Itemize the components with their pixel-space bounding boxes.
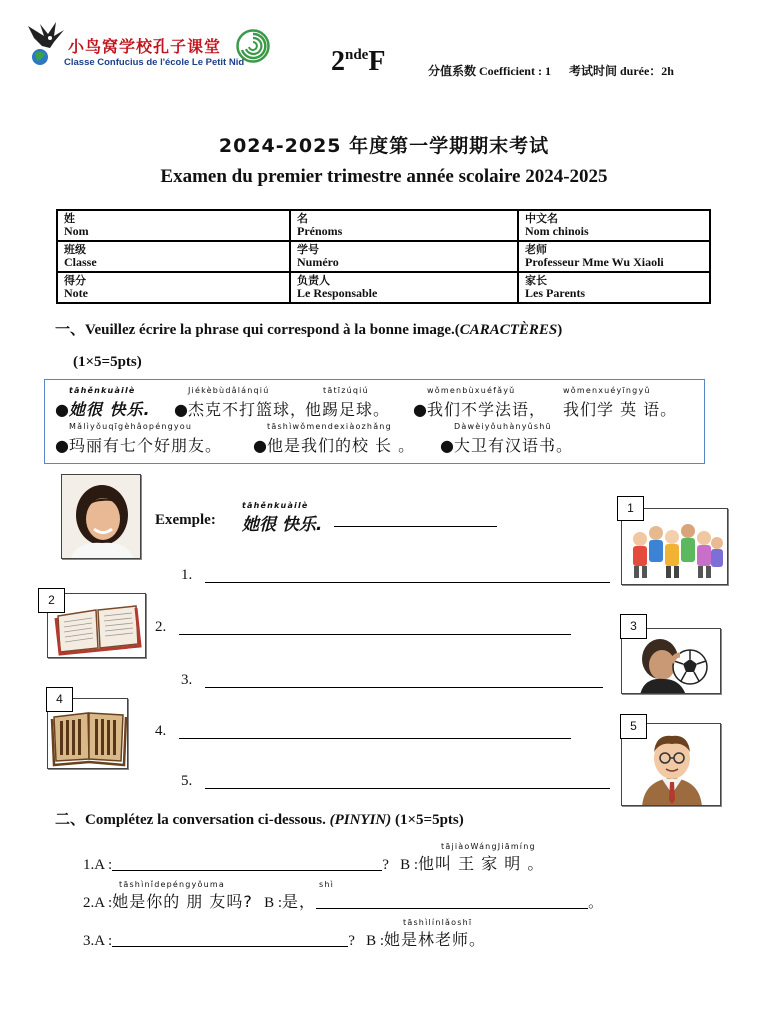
image-number-1: 1 (617, 496, 644, 521)
table-cell-professeur: 老师 Professeur Mme Wu Xiaoli (518, 241, 710, 272)
answer-blank-1[interactable] (112, 857, 382, 871)
question-number: 3. (181, 672, 193, 688)
sentence-bank-item: ● tāhěnkuàilè 她很 快乐. (55, 386, 151, 419)
example-pinyin: tāhěnkuàilè (242, 501, 309, 510)
table-cell-nom[interactable]: 姓 Nom (57, 210, 290, 241)
sentence-bank-item: ● tāshìwǒmendexiàozhǎng 他是我们的校 长 。 (253, 422, 416, 455)
image-number-5: 5 (620, 714, 647, 739)
answer-line-5[interactable] (205, 788, 610, 789)
exam-title-french: Examen du premier trimestre année scolaire 2024-2025 (160, 166, 608, 187)
section1-title: 一、Veuillez écrire la phrase qui correspond à la bonne image.(CARACTÈRES) (55, 320, 563, 338)
example-image-happy-woman (61, 474, 141, 559)
duration-label: 考试时间 durée：2h (568, 64, 674, 78)
answer-blank-3[interactable] (112, 933, 348, 947)
question-number: 1. (181, 567, 193, 583)
smiling-woman-icon (62, 475, 141, 559)
question-number: 4. (155, 723, 167, 739)
conversation-pinyin: tāshìnǐdepéngyǒuma (119, 880, 225, 889)
table-cell-numero[interactable]: 学号 Numéro (290, 241, 518, 272)
question-number: 5. (181, 773, 193, 789)
sentence-bank-item: ● wǒmenbùxuéfǎyǔ 我们不学法语， (413, 386, 546, 419)
table-cell-nom-chinois[interactable]: 中文名 Nom chinois (518, 210, 710, 241)
confucius-institute-logo-icon (236, 29, 270, 63)
question-number: 2. (155, 619, 167, 635)
table-row (57, 210, 710, 241)
table-row (57, 272, 710, 303)
sentence-bank-item: wǒmenxuéyīngyǔ 我们学 英 语。 (563, 386, 678, 419)
section1-points: (1×5=5pts) (73, 354, 142, 370)
conversation-pinyin: tāshìlínlǎoshī (403, 918, 473, 927)
section2-title: 二、Complétez la conversation ci-dessous. (PINYIN) (1×5=5pts) (55, 810, 464, 828)
class-grade: 2ndeF (331, 46, 386, 77)
answer-line-2[interactable] (179, 634, 571, 635)
image-number-4: 4 (46, 687, 73, 712)
sentence-bank-item: ● Mǎlìyǒuqīgèhǎopéngyou 玛丽有七个好朋友。 (55, 422, 222, 455)
sentence-bank-item: ● Dàwèiyǒuhànyǔshū 大卫有汉语书。 (440, 422, 573, 455)
eagle-logo-icon (26, 20, 66, 66)
sentence-bank-item: tātīzúqiú 他踢足球。 (305, 386, 391, 419)
example-underline (334, 526, 497, 527)
image-number-2: 2 (38, 588, 65, 613)
table-cell-note[interactable]: 得分 Note (57, 272, 290, 303)
conversation-line-3: 3.A : ? B :她是林老师。 (83, 930, 487, 949)
conversation-line-1: 1.A : ? B :他叫 王 家 明 。 (83, 854, 545, 873)
exam-title-chinese: 2024-2025 年度第一学期期末考试 (218, 135, 550, 157)
table-cell-prenoms[interactable]: 名 Prénoms (290, 210, 518, 241)
conversation-pinyin: tājiàoWángJiāmíng (441, 842, 536, 851)
table-cell-parents[interactable]: 家长 Les Parents (518, 272, 710, 303)
answer-line-3[interactable] (205, 687, 603, 688)
answer-line-4[interactable] (179, 738, 571, 739)
image-number-3: 3 (620, 614, 647, 639)
answer-blank-2[interactable] (316, 895, 588, 909)
example-label: Exemple: (155, 512, 216, 528)
sentence-bank-item: ● Jiékèbùdǎlánqiú 杰克不打篮球， (174, 386, 307, 419)
exam-meta (428, 62, 674, 79)
conversation-line-2: 2.A :她是你的 朋 友吗? B :是， 。 (83, 892, 604, 911)
example-answer: 她很 快乐. (242, 515, 323, 535)
answer-line-1[interactable] (205, 582, 610, 583)
student-info-table (56, 209, 711, 304)
sentence-bank-box (44, 379, 705, 464)
table-row (57, 241, 710, 272)
table-cell-responsable[interactable]: 负责人 Le Responsable (290, 272, 518, 303)
school-name-french: Classe Confucius de l'école Le Petit Nid (64, 57, 245, 68)
table-cell-classe[interactable]: 班级 Classe (57, 241, 290, 272)
conversation-pinyin: shì (319, 880, 335, 889)
coefficient-label: 分值系数 Coefficient : 1 (428, 64, 551, 78)
school-name-chinese: 小鸟窝学校孔子课堂 (68, 37, 222, 56)
